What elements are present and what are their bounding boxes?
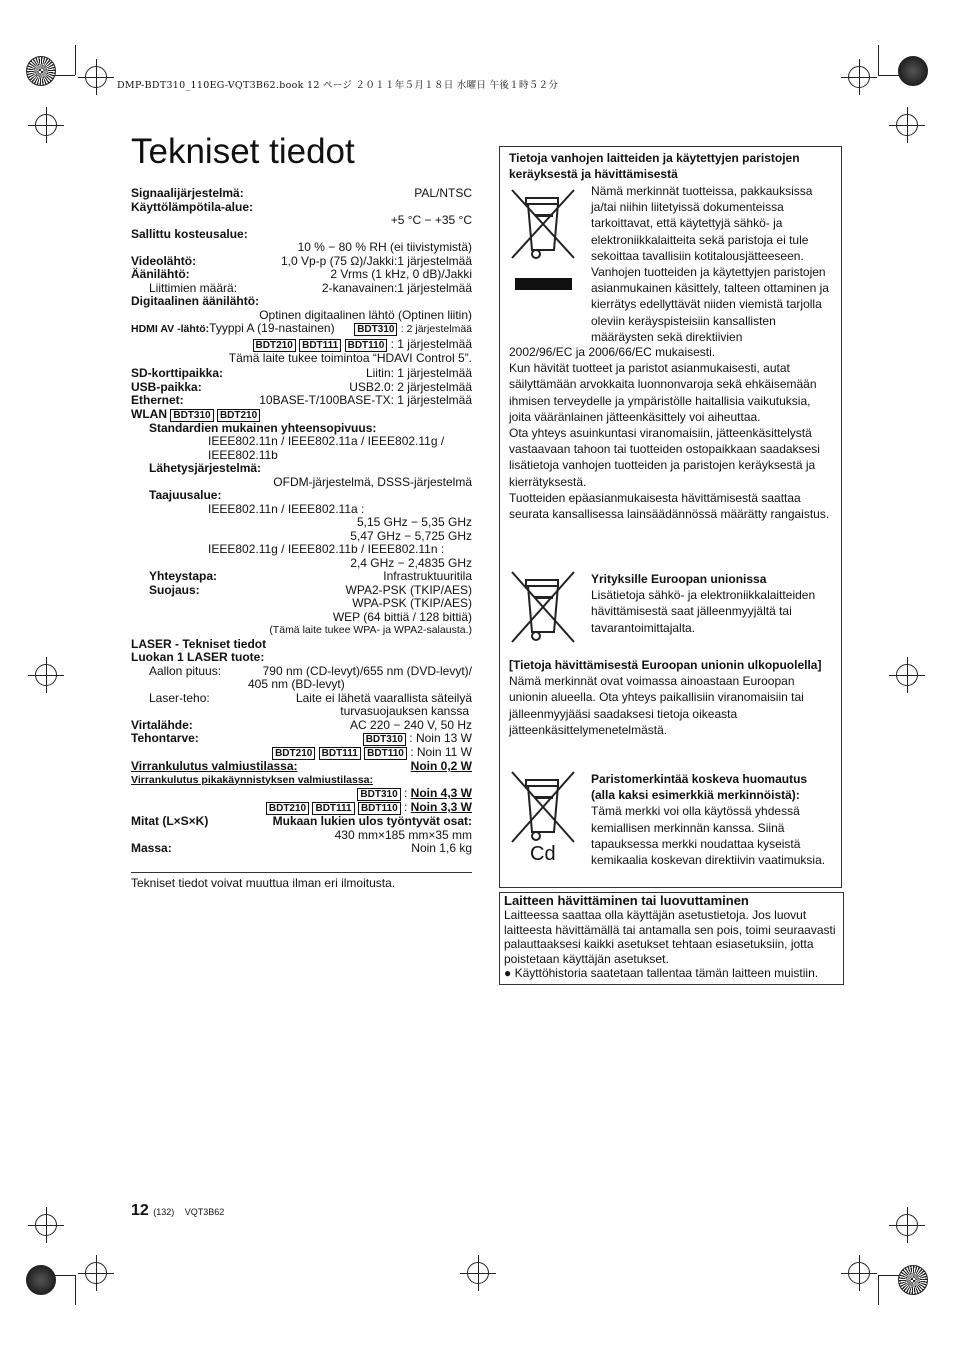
spec-label: Ethernet: [131, 393, 184, 407]
spec-value: 790 nm (CD-levyt)/655 nm (DVD-levyt)/ [262, 663, 472, 678]
model-tag: BDT210 [253, 339, 296, 352]
battery-text: Tämä merkki voi olla käytössä yhdessä kemiallisen merkinnän kanssa. Siinä tapauksessa merkki noudattaa kyseistä kemikaalia koskevan direktiivin vaatimuksia. [591, 804, 826, 868]
spec-value: Noin 0,2 W [410, 759, 472, 773]
page-number: 12 [131, 1202, 149, 1219]
spec-value: : Noin 13 W [409, 731, 472, 745]
model-tag: BDT310 [354, 323, 397, 336]
eu-business-section [591, 571, 833, 636]
registration-mark-icon [467, 1262, 489, 1284]
spec-value: OFDM-järjestelmä, DSSS-järjestelmä [273, 474, 472, 489]
registration-mark-icon [848, 1262, 870, 1284]
model-tag: BDT210 [266, 802, 309, 815]
model-tag: BDT110 [345, 339, 388, 352]
model-tag: BDT210 [272, 747, 315, 760]
disposal-box [499, 892, 844, 985]
page-total: (132) [153, 1207, 175, 1217]
spec-value: AC 220 − 240 V, 50 Hz [350, 717, 472, 732]
spec-label: Laser-teho: [149, 690, 210, 705]
spec-label: Videolähtö: [131, 253, 197, 268]
disposal-title: Laitteen hävittäminen tai luovuttaminen [504, 893, 749, 908]
spec-value: Liitin: 1 järjestelmää [365, 366, 472, 380]
spec-value: IEEE802.11n / IEEE802.11a : [208, 501, 365, 516]
registration-mark-icon [35, 664, 57, 686]
spec-value: 1,0 Vp-p (75 Ω)/Jakki:1 järjestelmää [280, 253, 472, 268]
spec-label: Virtalähde: [131, 717, 193, 732]
spec-value: Noin 3,3 W [410, 800, 472, 814]
outside-eu-heading: [Tietoja hävittämisestä Euroopan unionin ulkopuolella] [509, 658, 822, 672]
spec-label: Käyttölämpötila-alue: [131, 199, 254, 214]
spec-value: 2-kanavainen:1 järjestelmää [321, 280, 472, 295]
model-tag: BDT310 [357, 788, 400, 801]
eu-heading: Yrityksille Euroopan unionissa [591, 572, 767, 586]
spec-value: 2,4 GHz − 2,4835 GHz [350, 555, 472, 570]
spec-value: Infrastruktuuritila [383, 569, 472, 583]
registration-mark-icon [896, 114, 918, 136]
color-bar-icon [26, 1265, 56, 1295]
cadmium-symbol: Cd [530, 843, 556, 865]
spec-label: SD-korttipaikka: [131, 366, 224, 380]
crossed-bin-icon [508, 186, 578, 294]
registration-mark-icon [85, 66, 107, 88]
spec-value: IEEE802.11g / IEEE802.11b / IEEE802.11n : [208, 542, 445, 556]
model-tag: BDT111 [319, 747, 361, 760]
outside-eu-section [509, 657, 834, 738]
spec-value: WPA2-PSK (TKIP/AES) [345, 582, 472, 597]
spec-value: PAL/NTSC [414, 186, 472, 200]
model-tag: BDT111 [299, 339, 341, 352]
spec-value: 2 Vrms (1 kHz, 0 dB)/Jakki [330, 267, 472, 281]
registration-mark-icon [896, 1214, 918, 1236]
spec-label: Yhteystapa: [149, 569, 218, 583]
spec-label: Massa: [131, 841, 172, 855]
spec-value: WPA-PSK (TKIP/AES) [352, 596, 472, 610]
disposal-text: Laitteessa saattaa olla käyttäjän asetustietoja. Jos luovut laitteesta hävittämällä tai antamalla sen pois, toimi seuraavasti palauttaaksesi kaikki asetukset tehtaan esiasetuksiin, jotta poistetaan käyttäjän asetukset. [504, 908, 836, 966]
outside-eu-text: Nämä merkinnät ovat voimassa ainoastaan Euroopan unionin alueella. Ota yhteys paikallisiin viranomaisiin tai jälleenmyyjääsi saadaksesi tietoja oikeasta jätteenkäsittelymenetelmästä. [509, 674, 804, 737]
color-bar-icon [898, 1265, 928, 1295]
document-code: VQT3B62 [184, 1207, 225, 1217]
model-tag: BDT111 [312, 802, 354, 815]
spec-label: Suojaus: [149, 582, 200, 597]
model-tag: BDT310 [170, 409, 213, 422]
spec-label: Lähetysjärjestelmä: [149, 461, 262, 475]
page-footer [131, 1202, 224, 1220]
crop-mark [75, 1275, 76, 1305]
crossed-bin-icon [508, 570, 578, 646]
model-tag: BDT310 [363, 733, 406, 746]
spec-value: 10BASE-T/100BASE-TX: 1 järjestelmää [259, 393, 472, 407]
spec-label: USB-paikka: [131, 379, 202, 394]
crop-mark [878, 45, 879, 75]
spec-label: Digitaalinen äänilähtö: [131, 294, 260, 308]
registration-mark-icon [35, 1214, 57, 1236]
spec-label: Mitat (L×S×K) [131, 814, 209, 828]
spec-label: Äänilähtö: [131, 267, 190, 281]
spec-list: Signaalijärjestelmä: PAL/NTSC Käyttölämpötila-alue: +5 °C − +35 °C Sallittu kosteusalue: 10 % − 80 % RH (ei tiivistymistä) Videolähtö: 1,0 Vp-p (75 Ω)/Jakki:1 järjestelmää Äänilähtö: 2 Vrms (1 kHz, 0 dB)/Jakki Liittimien määrä: 2-kanavainen:1 järjestelmää Digitaalinen äänilähtö: Optinen digitaalinen lähtö (Optinen liitin) HDMI AV -lähtö:Tyyppi A (19-nastainen) BDT310 : 2 järjestelmää BDT210 BDT111 BDT110 : 1 järjestelmää Tämä laite tukee toimintoa “HDAVI Control 5”. SD-korttipaikka: Liitin: 1 järjestelmää USB-paikka: USB2.0: 2 järjestelmää Ethernet: 10BASE-T/100BASE-TX: 1 järjestelmää WLAN BDT310 BDT210 Standardien mukainen yhteensopivuus: IEEE802.11n / IEEE802.11a / IEEE802.11g / IEEE802.11b Lähetysjärjestelmä: OFDM-järjestelmä, DSSS-järjestelmä Taajuusalue: IEEE802.11n / IEEE802.11a : 5,15 GHz − 5,35 GHz 5,47 GHz − 5,725 GHz IEEE802.11g / IEEE802.11b / IEEE802.11n : 2,4 GHz − 2,4835 GHz Yhteystapa: Infrastruktuuritila Suojaus: WPA2-PSK (TKIP/AES) WPA-PSK (TKIP/AES) WEP (64 bittiä / 128 bittiä) (Tämä laite tukee WPA- ja WPA2-salausta.) LASER - Tekniset tiedot Luokan 1 LASER tuote: Aallon pituus: 790 nm (CD-levyt)/655 nm (DVD-levyt)/ 405 nm (BD-levyt) Laser-teho: Laite ei lähetä vaarallista säteilyä turvasuojauksen kanssa Virtalähde: AC 220 − 240 V, 50 Hz Tehontarve: BDT310 : Noin 13 W BDT210 BDT111 BDT110 : Noin 11 W Virrankulutus valmiustilassa: Noin 0,2 W Virrankulutus pikakäynnistyksen valmiustilassa: BDT310 : Noin 4,3 W BDT210 BDT111 BDT110 : Noin 3,3 W Mitat (L×S×K) Mukaan lukien ulos työntyvät osat: 430 mm×185 mm×35 mm Massa: Noin 1,6 kg [131, 186, 472, 855]
registration-mark-icon [85, 1262, 107, 1284]
weee-heading [509, 150, 800, 182]
page-title: Tekniset tiedot [131, 132, 355, 171]
spec-value: WEP (64 bittiä / 128 bittiä) [332, 609, 472, 624]
crop-mark [75, 45, 76, 75]
spec-note: (Tämä laite tukee WPA- ja WPA2-salausta.) [269, 624, 472, 636]
spec-label: Luokan 1 LASER tuote: [131, 650, 265, 664]
spec-value: turvasuojauksen kanssa [340, 704, 469, 718]
spec-value: USB2.0: 2 järjestelmää [349, 379, 472, 394]
spec-value: 5,47 GHz − 5,725 GHz [350, 528, 472, 543]
spec-value: IEEE802.11b [208, 447, 278, 462]
spec-value: Noin 1,6 kg [411, 841, 472, 855]
crossed-bin-icon [508, 770, 578, 846]
spec-value: Laite ei lähetä vaarallista säteilyä [295, 690, 472, 705]
registration-mark-icon [35, 114, 57, 136]
divider [131, 872, 472, 873]
model-tag: BDT210 [217, 409, 260, 422]
registration-mark-icon [896, 664, 918, 686]
spec-value: : 1 järjestelmää [390, 336, 472, 351]
spec-label: WLAN [131, 406, 167, 421]
color-bar-icon [26, 56, 56, 86]
model-tag: BDT110 [358, 802, 401, 815]
weee-heading-line: Tietoja vanhojen laitteiden ja käytettyjen paristojen [509, 151, 800, 165]
spec-value: 430 mm×185 mm×35 mm [334, 827, 472, 842]
spec-label: Sallittu kosteusalue: [131, 226, 248, 241]
spec-label: Virrankulutus pikakäynnistyksen valmiustilassa: [131, 773, 373, 786]
spec-note: Tämä laite tukee toimintoa “HDAVI Control 5”. [228, 350, 472, 365]
spec-value: 5,15 GHz − 5,35 GHz [356, 515, 472, 529]
spec-label: Signaalijärjestelmä: [131, 186, 244, 200]
spec-value: : 2 järjestelmää [400, 323, 472, 335]
disposal-bullet: Käyttöhistoria saatetaan tallentaa tämän laitteen muistiin. [514, 966, 819, 981]
registration-mark-icon [848, 66, 870, 88]
spec-value: 10 % − 80 % RH (ei tiivistymistä) [297, 240, 472, 254]
spec-value: 405 nm (BD-levyt) [248, 677, 345, 691]
spec-label: HDMI AV -lähtö: [131, 323, 210, 335]
bullet-icon: ● [504, 966, 512, 981]
spec-label: Virrankulutus valmiustilassa: [131, 759, 298, 773]
spec-label: Aallon pituus: [149, 663, 222, 678]
color-bar-icon [898, 56, 928, 86]
spec-label: LASER - Tekniset tiedot [131, 636, 267, 651]
battery-section [591, 771, 833, 868]
spec-footnote: Tekniset tiedot voivat muuttua ilman eri ilmoitusta. [131, 876, 396, 890]
model-tag: BDT110 [364, 747, 407, 760]
spec-value: Tyyppi A (19-nastainen) [209, 321, 335, 335]
spec-label: Standardien mukainen yhteensopivuus: [149, 420, 377, 435]
spec-value: Noin 4,3 W [410, 786, 472, 800]
spec-label: Mukaan lukien ulos työntyvät osat: [272, 814, 472, 828]
battery-heading: Paristomerkintää koskeva huomautus (alla kaksi esimerkkiä merkinnöistä): [591, 772, 808, 803]
spec-label: Liittimien määrä: [149, 280, 238, 295]
crop-mark [878, 1275, 879, 1305]
eu-text: Lisätietoja sähkö- ja elektroniikkalaitteiden hävittämisestä saat jälleenmyyjältä tai tavarantoimittajalta. [591, 588, 816, 635]
spec-value: Optinen digitaalinen lähtö (Optinen liitin) [259, 307, 472, 322]
weee-heading-line: keräyksestä ja hävittämisestä [509, 167, 678, 181]
spec-value: : Noin 11 W [410, 745, 472, 759]
spec-value: +5 °C − +35 °C [390, 213, 472, 227]
spec-label: Tehontarve: [131, 731, 199, 745]
spec-value: IEEE802.11n / IEEE802.11a / IEEE802.11g / [208, 434, 445, 448]
weee-paragraph: 2002/96/EC ja 2006/66/EC mukaisesti. Kun hävität tuotteet ja paristot asianmukaisesti, autat säilyttämään arvokkaita luonnonvaroja sekä ehkäisemään ihmisen terveydelle ja ympäristölle haitallisia vaikutuksia, joita vääränlainen jätteenkäsittely voi aiheuttaa. Ota yhteys asuinkuntasi viranomaisiin, jätteenkäsittelystä vastaavaan tahoon tai tuotteiden ostopaikkaan saadaksesi lisätietoja vanhojen tuotteiden ja paristojen keräyksestä ja kierrätyksestä. Tuotteiden epäasianmukaisesta hävittämisestä saattaa seurata kansallisessa lainsäädännössä määrätty rangaistus. [509, 345, 830, 522]
spec-label: Taajuusalue: [149, 488, 222, 502]
print-header: DMP-BDT310_110EG-VQT3B62.book 12 ページ ２０１１年５月１８日 水曜日 午後１時５２分 [117, 80, 559, 91]
weee-paragraph: Nämä merkinnät tuotteissa, pakkauksissa ja/tai niihin liitetyissä dokumenteissa tarkoittavat, että käytettyjä sähkö- ja elektroniikkalaitteita sekä paristoja ei tule sekoittaa tavallisiin kotitalousjätteeseen. Vanhojen tuotteiden ja käytettyjen paristojen asianmukainen käsittely, talteen ottaminen ja kierrätys edellyttävät niiden viemistä tarjolla oleviin keräyspisteisiin kansallisten määräysten sekä direktiivien [591, 184, 829, 344]
